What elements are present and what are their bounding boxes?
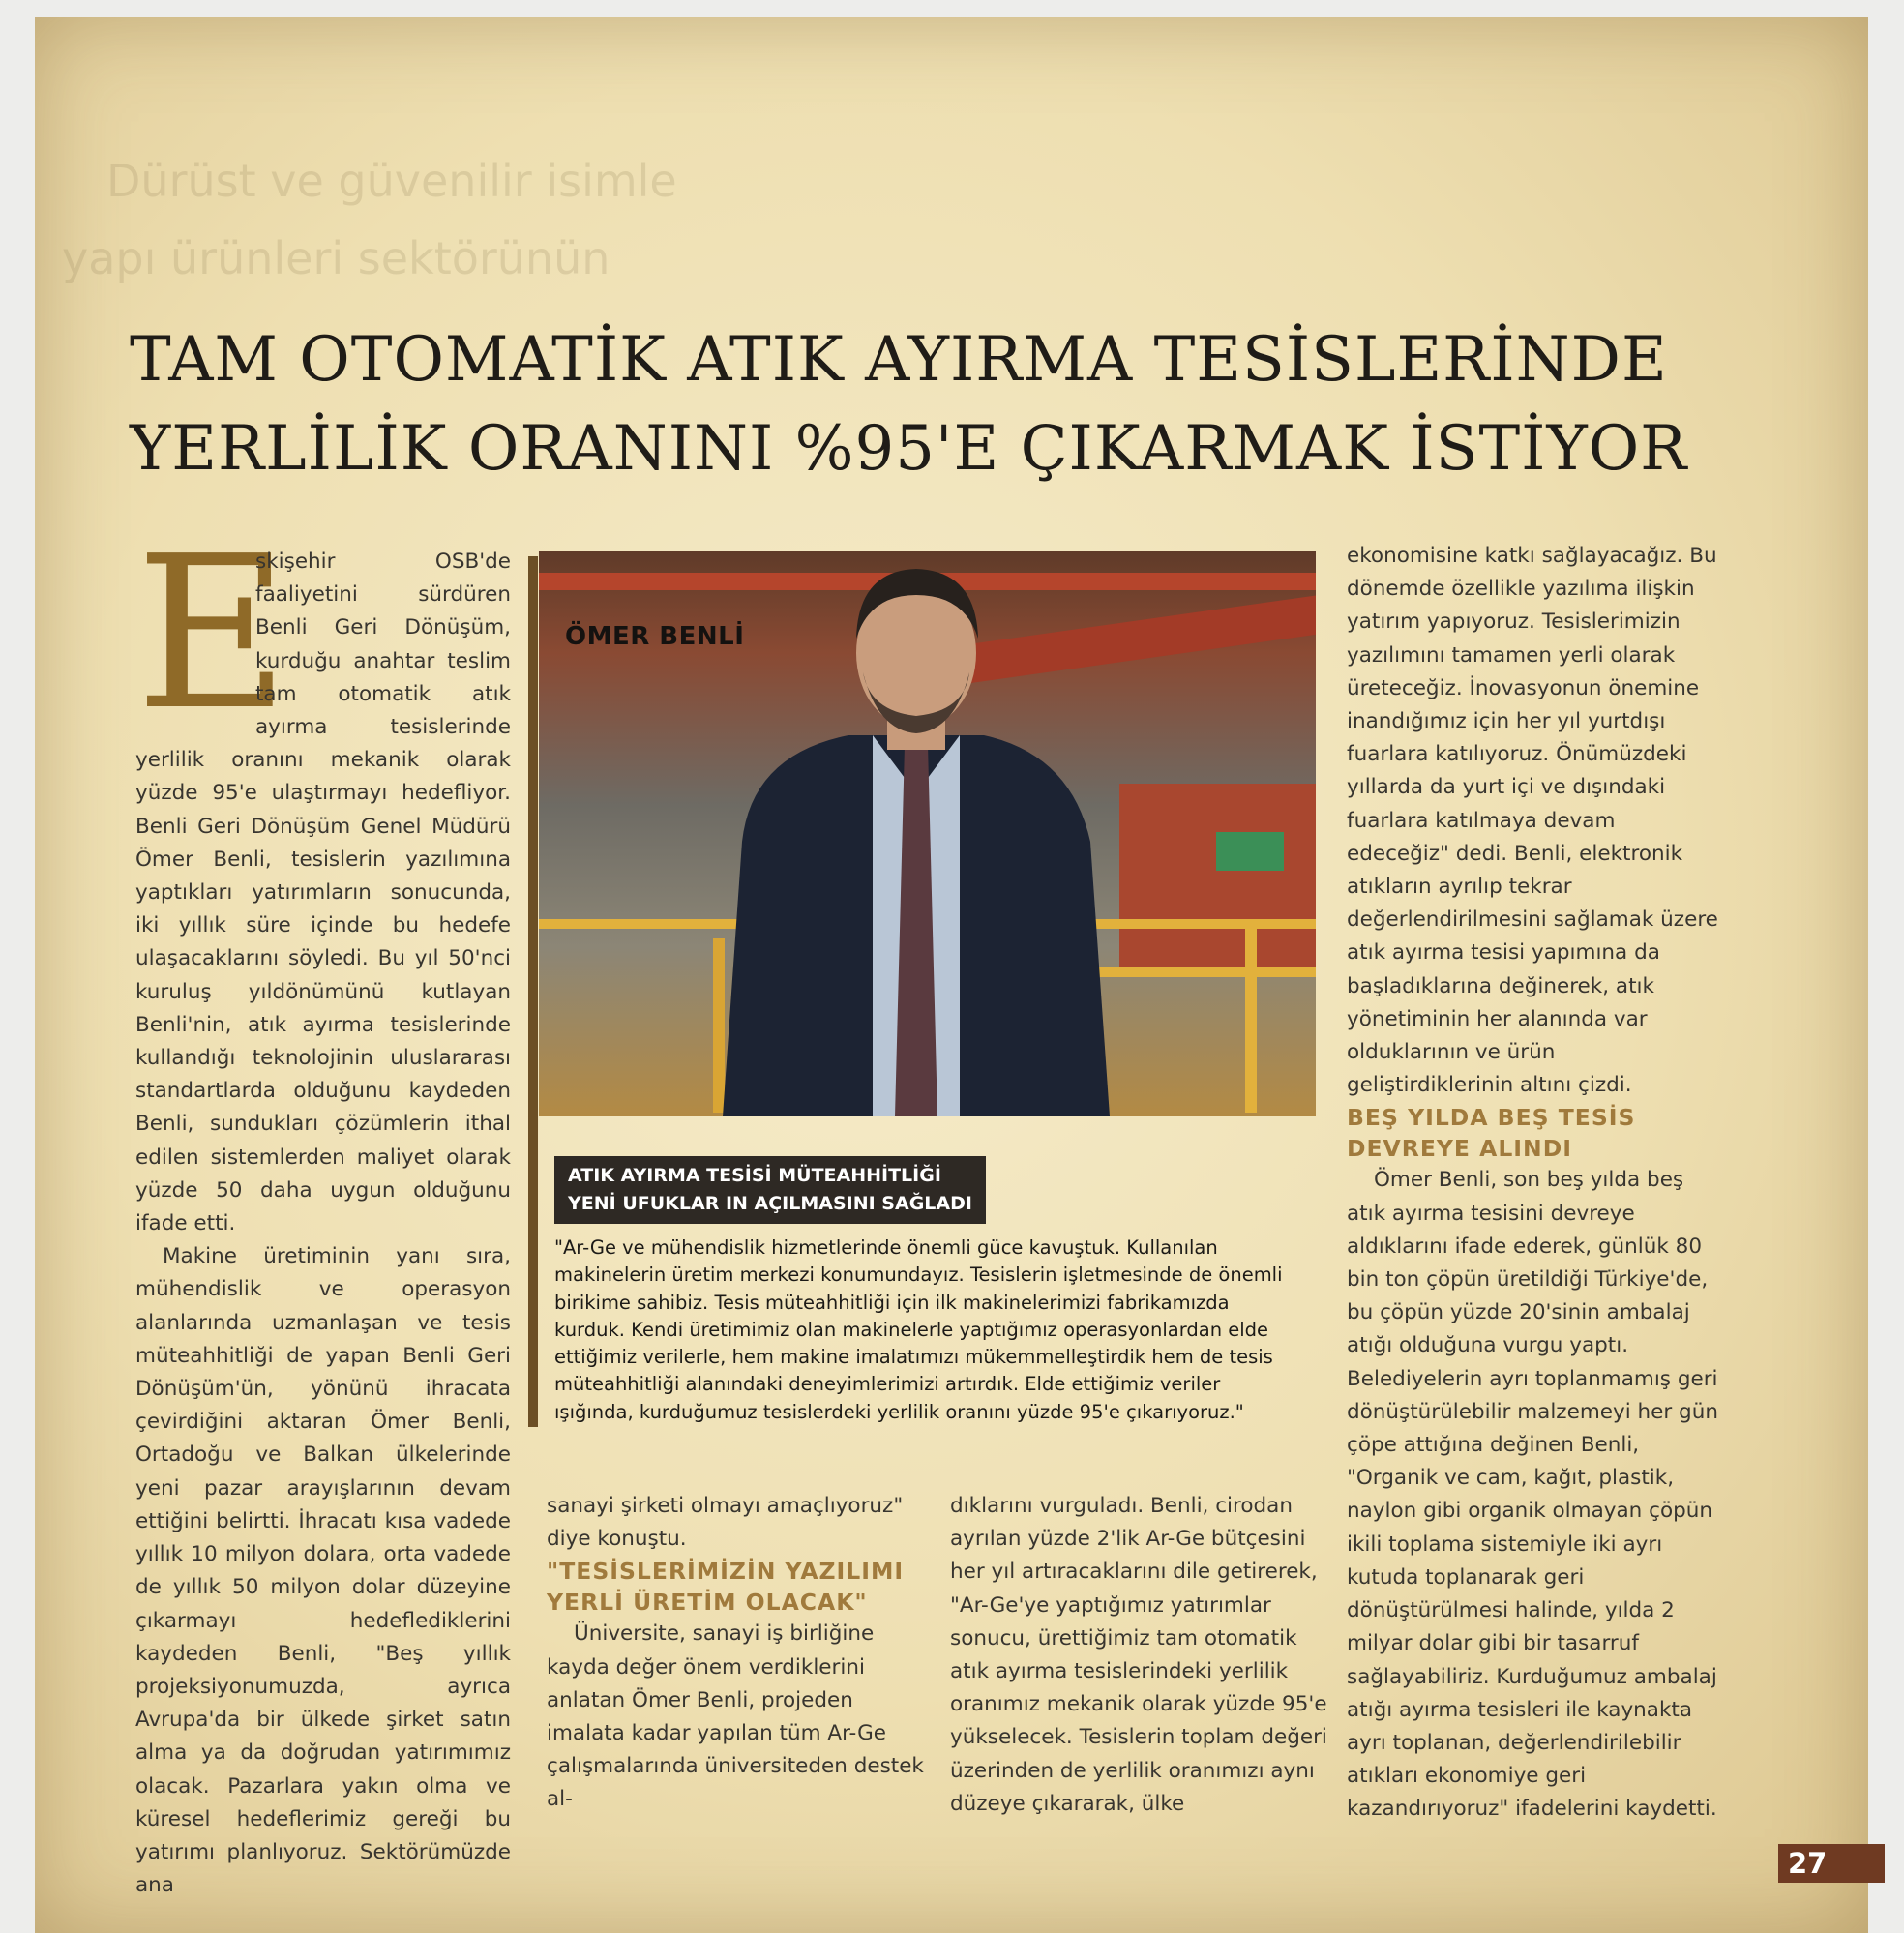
bleed-through-text-2: yapı ürünleri sektörünün <box>62 232 610 284</box>
page-number: 27 <box>1778 1844 1885 1883</box>
col2a-paragraph-2: Üniversite, sanayi iş birliğine kayda değer önem verdiklerini anlatan Ömer Benli, projeden imalata kadar yapılan tüm Ar-Ge çalışmalarında üniversiteden destek al- <box>547 1621 924 1812</box>
drop-cap: E <box>135 512 290 757</box>
caption-accent-bar <box>528 556 538 1427</box>
title-line-1: TAM OTOMATİK ATIK AYIRMA TESİSLERİNDE <box>130 324 1668 396</box>
col1-paragraph-2: Makine üretiminin yanı sıra, mühendislik ve operasyon alanlarında uzmanlaşan ve tesis müteahhitliği de yapan Benli Geri Dönüşüm'ün, yönünü ihracata çevirdiğini aktaran Ömer Benli, Ortadoğu ve Balkan ülkelerinde yeni pazar arayışlarının devam ettiğini belirtti. İhracatı kısa vadede yıllık 10 milyon dolara, orta vadede de yıllık 50 milyon dolar düzeyine çıkarmayı hedeflediklerini kaydeden Benli, "Beş yıllık projeksiyonumuzda, ayrıca Avrupa'da bir ülkede şirket satın alma ya da doğrudan yatırımımız olacak. Pazarlara yakın olma ve küresel hedeflerimiz gereği bu yatırımı planlıyoruz. Sektörümüzde ana <box>135 1244 511 1898</box>
col3-paragraph-1: ekonomisine katkı sağlayacağız. Bu dönemde özellikle yazılıma ilişkin yatırım yapıyoruz. Tesislerimizin yazılımını tamamen yerli olarak üreteceğiz. İnovasyonun önemine inandığımız için her yıl yurtdışı fuarlara katılıyoruz. Önümüzdeki yıllarda da yurt içi ve dışındaki fuarlara katılmaya devam edeceğiz" dedi. Benli, elektronik atıkların ayrılıp tekrar değerlendirilmesini sağlamak üzere atık ayırma tesisi yapımına da başladıklarına değinerek, atık yönetiminin her alanında var olduklarının ve ürün geliştirdiklerinin altını çizdi. <box>1347 544 1718 1098</box>
subheading-five-facilities: BEŞ YILDA BEŞ TESİS DEVREYE ALINDI <box>1347 1104 1636 1163</box>
bleed-through-text-1: Dürüst ve güvenilir isimle <box>106 155 677 207</box>
subheading-software: "TESİSLERİMİZİN YAZILIMI YERLİ ÜRETİM OLACAK" <box>547 1558 905 1617</box>
photo-name-label: ÖMER BENLİ <box>565 622 745 651</box>
title-line-2: YERLİLİK ORANINI %95'E ÇIKARMAK İSTİYOR <box>130 413 1688 485</box>
man-in-suit-figure <box>684 551 1148 1116</box>
col2b-paragraph-1: dıklarını vurguladı. Benli, cirodan ayrılan yüzde 2'lik Ar-Ge bütçesini her yıl artıracaklarını dile getirerek, "Ar-Ge'ye yaptığımız yatırımlar sonucu, ürettiğimiz tam otomatik atık ayırma tesislerindeki yerlilik oranımız mekanik olarak yüzde 95'e yükselecek. Tesislerin toplam değeri üzerinden de yerlilik oranımızı aynı düzeye çıkararak, ülke <box>950 1494 1327 1816</box>
article-column-2a <box>547 1490 924 1817</box>
article-column-2b <box>950 1490 1332 1821</box>
caption-heading <box>554 1156 986 1224</box>
col3-paragraph-2: Ömer Benli, son beş yılda beş atık ayırma tesisini devreye aldıklarını ifade ederek, günlük 80 bin ton çöpün üretildiği Türkiye'de, bu çöpün yüzde 20'sinin ambalaj atığı olduğuna vurgu yaptı. Belediyelerin ayrı toplanmamış geri dönüştürülebilir malzemeyi her gün çöpe attığına değinen Benli, "Organik ve cam, kağıt, plastik, naylon gibi organik olmayan çöpün ikili toplama sistemiyle iki ayrı kutuda toplanarak geri dönüştürülmesi halinde, yılda 2 milyar dolar gibi bir tasarruf sağlayabiliriz. Kurduğumuz ambalaj atığı ayırma tesisleri ile kaynakta ayrı toplanan, değerlendirilebilir atıkları ekonomiye geri kazandırıyoruz" ifadelerini kaydetti. <box>1347 1168 1718 1822</box>
pull-quote: "Ar-Ge ve mühendislik hizmetlerinde önemli güce kavuştuk. Kullanılan makinelerin üretim merkezi konumundayız. Tesislerin işletmesinde de önemli birikime sahibiz. Tesis müteahhitliği için ilk makinelerimizi fabrikamızda kurduk. Kendi üretimimiz olan makinelerle yaptığımız operasyonlardan elde ettiğimiz verilerle, hem makine imalatımızı mükemmelleştirdik hem de tesis müteahhitliği alanındaki deneyimlerimizi artırdık. Elde ettiğimiz veriler ışığında, kurduğumuz tesislerdeki yerlilik oranını yüzde 95'e çıkarıyoruz." <box>554 1236 1283 1423</box>
caption-heading-line-1: ATIK AYIRMA TESİSİ MÜTEAHHİTLİĞİ <box>568 1165 941 1186</box>
col2a-paragraph-1: sanayi şirketi olmayı amaçlıyoruz" diye konuştu. <box>547 1494 904 1552</box>
col1-paragraph-1: skişehir OSB'de faaliyetini sürdüren Benli Geri Dönüşüm, kurduğu anahtar teslim tam otomatik atık ayırma tesislerinde yerlilik oranını mekanik olarak yüzde 95'e ulaştırmayı hedefliyor. Benli Geri Dönüşüm Genel Müdürü Ömer Benli, tesislerin yazılımına yaptıkları yatırımların sonucunda, iki yıllık süre içinde bu hedefe ulaşacaklarını söyledi. Bu yıl 50'nci kuruluş yıldönümünü kutlayan Benli'nin, atık ayırma tesislerinde kullandığı teknolojinin uluslararası standartlarda olduğunu kaydeden Benli, sundukları çözümlerin ithal edilen sistemlerden maliyet olarak yüzde 50 daha uygun olduğunu ifade etti. <box>135 550 511 1236</box>
article-title <box>130 315 1688 493</box>
caption-heading-line-2: YENİ UFUKLAR IN AÇILMASINI SAĞLADI <box>568 1193 972 1214</box>
article-column-3 <box>1347 540 1722 1827</box>
article-column-1 <box>135 512 511 1902</box>
